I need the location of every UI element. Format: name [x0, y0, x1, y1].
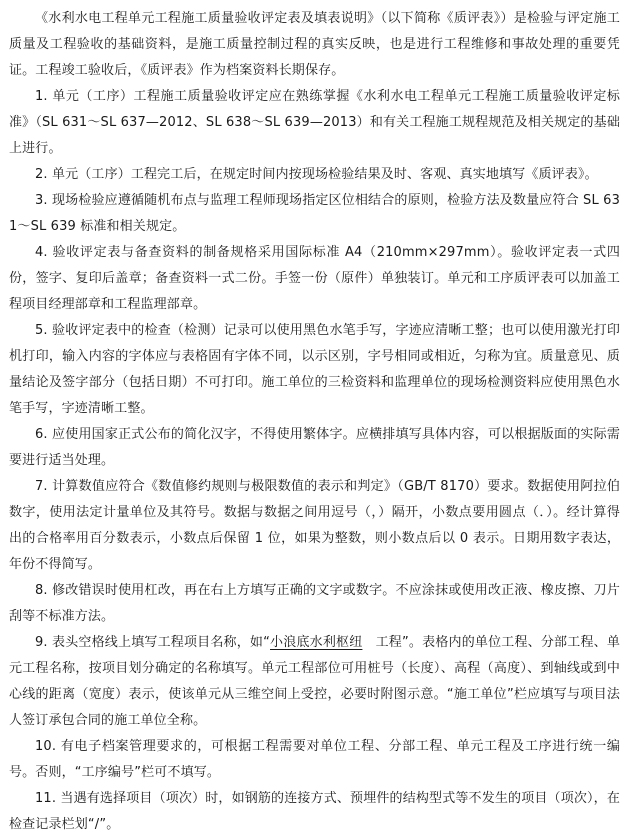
item9-text-after: 工程”。表格内的单位工程、分部工程、单元工程名称，按项目划分确定的名称填写。单元工程部位可用桩号（长度）、高程（高度）、到轴线或到中心线的距离（宽度）表示，使该单元从三维空间上受控，必要时附图示意。“施工单位”栏应填写与项目法人签订承包合同的施工单位全称。 [9, 635, 620, 728]
list-item: 7. 计算数值应符合《数值修约规则与极限数值的表示和判定》（GB/T 8170）要求。数据使用阿拉伯数字，使用法定计量单位及其符号。数据与数据之间用逗号（，）隔开，小数点要用圆点（．）。经计算得出的合格率用百分数表示，小数点后保留 1 位，如果为整数，则小数点后以 0 表示。日期用数字表达，年份不得简写。 [9, 479, 620, 572]
list-item: 10. 有电子档案管理要求的，可根据工程需要对单位工程、分部工程、单元工程及工序进行统一编号。否则，“工序编号”栏可不填写。 [9, 739, 620, 780]
list-item: 8. 修改错误时使用杠改，再在右上方填写正确的文字或数字。不应涂抹或使用改正液、橡皮擦、刀片刮等不标准方法。 [9, 583, 620, 624]
item9-text-before: 9. 表头空格线上填写工程项目名称，如“ [35, 635, 271, 650]
list-item: 11. 当遇有选择项目（项次）时，如钢筋的连接方式、预埋件的结构型式等不发生的项目（项次），在检查记录栏划“/”。 [9, 791, 620, 832]
list-item: 4. 验收评定表与备查资料的制备规格采用国际标准 A4（210mm×297mm）。验收评定表一式四份，签字、复印后盖章；备查资料一式二份。手签一份（原件）单独装订。单元和工序质评表可以加盖工程项目经理部章和工程监理部章。 [9, 245, 620, 312]
list-item: 1. 单元（工序）工程施工质量验收评定应在熟练掌握《水利水电工程单元工程施工质量验收评定标准》（SL 631～SL 637—2012、SL 638～SL 639—2013）和有关工程施工规程规范及相关规定的基础上进行。 [9, 89, 620, 156]
list-item-9 [9, 630, 620, 734]
list-item: 6. 应使用国家正式公布的简化汉字，不得使用繁体字。应横排填写具体内容，可以根据版面的实际需要进行适当处理。 [9, 427, 620, 468]
list-item: 5. 验收评定表中的检查（检测）记录可以使用黑色水笔手写，字迹应清晰工整；也可以使用激光打印机打印，输入内容的字体应与表格固有字体不同，以示区别，字号相同或相近，匀称为宜。质量意见、质量结论及签字部分（包括日期）不可打印。施工单位的三检资料和监理单位的现场检测资料应使用黑色水笔手写，字迹清晰工整。 [9, 323, 620, 416]
list-item: 2. 单元（工序）工程完工后，在规定时间内按现场检验结果及时、客观、真实地填写《质评表》。 [35, 167, 598, 182]
intro-paragraph: 《水利水电工程单元工程施工质量验收评定表及填表说明》（以下简称《质评表》）是检验与评定施工质量及工程验收的基础资料，是施工质量控制过程的真实反映，也是进行工程维修和事故处理的重要凭证。工程竣工验收后，《质评表》作为档案资料长期保存。 [9, 11, 620, 78]
project-name-example: 小浪底水利枢纽 [270, 635, 363, 650]
list-item: 3. 现场检验应遵循随机布点与监理工程师现场指定区位相结合的原则，检验方法及数量应符合 SL 631～SL 639 标准和相关规定。 [9, 193, 620, 234]
